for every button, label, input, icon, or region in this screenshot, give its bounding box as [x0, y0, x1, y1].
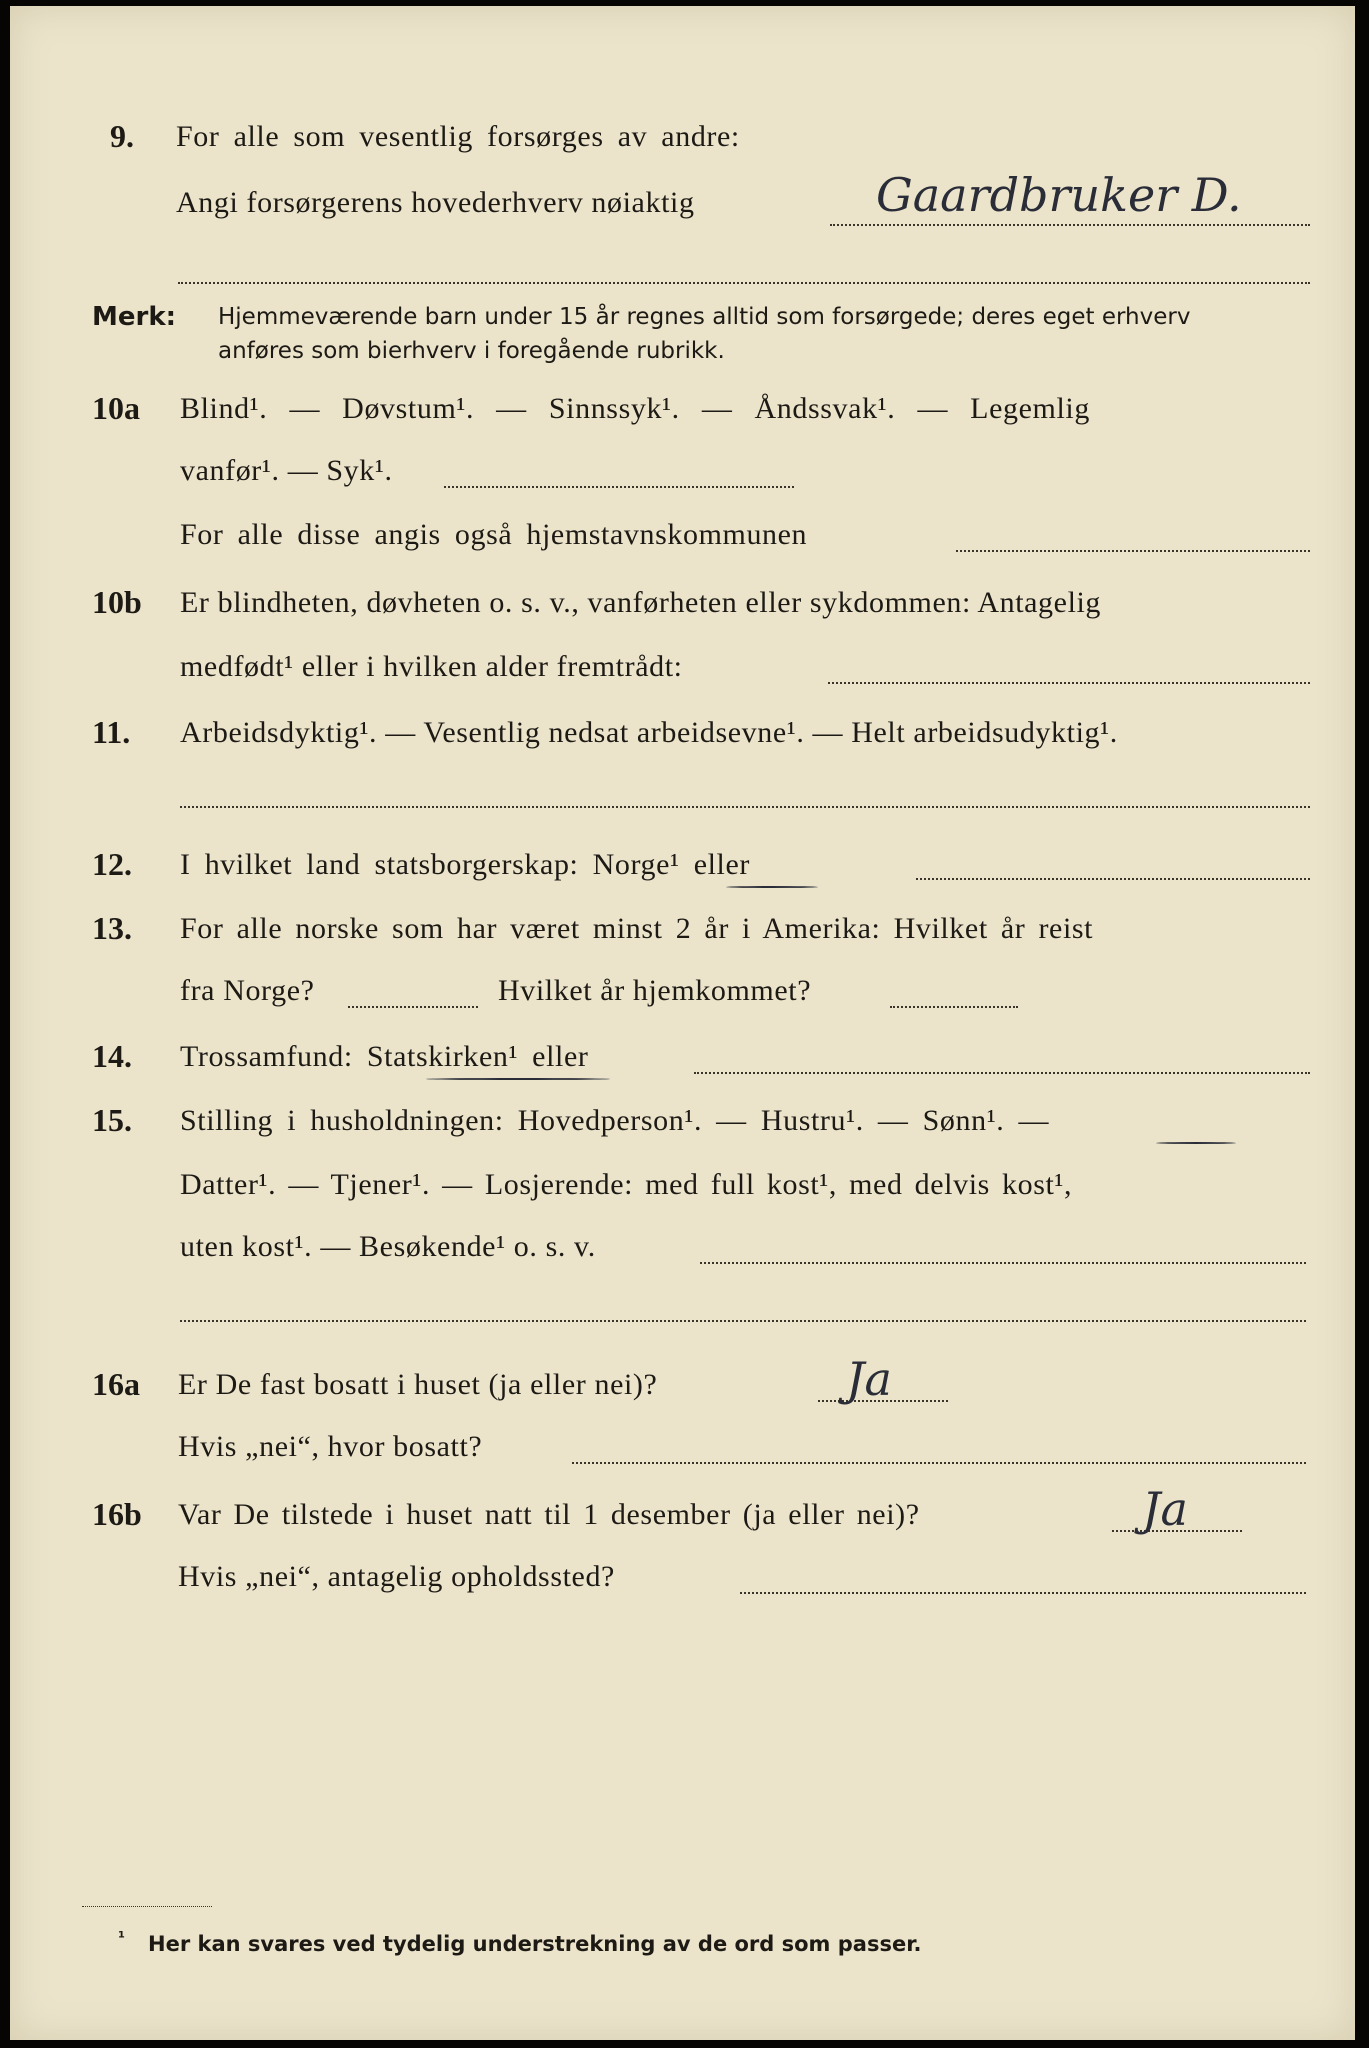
q10b-line1: Er blindheten, døvheten o. s. v., vanførheten eller sykdommen: Antagelig: [180, 586, 1102, 619]
q16a-line1: Er De fast bosatt i huset (ja eller nei)?: [178, 1368, 658, 1401]
q15-line1: Stilling i husholdningen: Hovedperson¹. — Hustru¹. — Sønn¹. —: [180, 1104, 1050, 1137]
q13-line2b: Hvilket år hjemkommet?: [498, 974, 812, 1007]
q15-number: 15.: [92, 1102, 132, 1138]
q10a-syk-line: [444, 486, 794, 488]
merk-line1: Hjemmeværende barn under 15 år regnes alltid som forsørgede; deres eget erhverv: [218, 304, 1191, 330]
q10b-line2: medfødt¹ eller i hvilken alder fremtrådt:: [180, 650, 683, 683]
q15-line2: Datter¹. — Tjener¹. — Losjerende: med full kost¹, med delvis kost¹,: [180, 1168, 1073, 1201]
q9-number: 9.: [110, 118, 134, 154]
footnote-text: Her kan svares ved tydelig understrekning av de ord som passer.: [148, 1932, 922, 1956]
q11-extra-line: [180, 806, 1310, 808]
q15-line3: uten kost¹. — Besøkende¹ o. s. v.: [180, 1230, 596, 1263]
q9-handwritten-answer: Gaardbruker D.: [876, 168, 1242, 222]
q13-hjemkommet-line: [890, 1006, 1018, 1008]
q15-extra-line: [180, 1320, 1306, 1322]
q10a-line2: vanfør¹. — Syk¹.: [180, 454, 393, 487]
q14-statskirken-underline: [426, 1078, 610, 1080]
q12-norge-underline: [726, 886, 818, 888]
q16a-bosatt-line: [572, 1462, 1306, 1464]
q14-number: 14.: [92, 1038, 132, 1074]
q9-answer-line: [830, 224, 1310, 226]
q16b-handwritten-answer: Ja: [1142, 1482, 1188, 1536]
census-form-page: [10, 6, 1355, 2040]
q9-line2: Angi forsørgerens hovederhverv nøiaktig: [176, 186, 695, 219]
q15-sonn-underline: [1156, 1142, 1236, 1144]
q16b-opholdssted-line: [740, 1592, 1306, 1594]
q14-line1: Trossamfund: Statskirken¹ eller: [180, 1040, 589, 1073]
q11-number: 11.: [92, 714, 131, 750]
q10b-number: 10b: [92, 584, 142, 620]
q12-answer-line: [916, 878, 1310, 880]
q9-extra-line: [178, 282, 1310, 284]
q16a-line2: Hvis „nei“, hvor bosatt?: [178, 1430, 483, 1463]
merk-label: Merk:: [92, 302, 177, 332]
q16a-handwritten-answer: Ja: [846, 1352, 892, 1406]
q10a-number: 10a: [92, 390, 140, 426]
q15-answer-line: [700, 1262, 1306, 1264]
q13-line2a: fra Norge?: [180, 974, 315, 1007]
q16a-number: 16a: [92, 1366, 140, 1402]
merk-line2: anføres som bierhverv i foregående rubrikk.: [218, 338, 725, 364]
footnote-separator: [82, 1906, 212, 1907]
q13-line1: For alle norske som har været minst 2 år i Amerika: Hvilket år reist: [180, 912, 1094, 945]
q10a-hjemstavn-line: [956, 550, 1310, 552]
footnote-marker: ¹: [118, 1928, 126, 1947]
q10a-line3: For alle disse angis også hjemstavnskommunen: [180, 518, 808, 551]
q9-line1: For alle som vesentlig forsørges av andre:: [176, 120, 740, 153]
q10b-answer-line: [828, 682, 1310, 684]
q16b-line1: Var De tilstede i huset natt til 1 desember (ja eller nei)?: [178, 1498, 920, 1531]
q16b-number: 16b: [92, 1496, 142, 1532]
q16b-line2: Hvis „nei“, antagelig opholdssted?: [178, 1560, 615, 1593]
q10a-line1: Blind¹. — Døvstum¹. — Sinnssyk¹. — Åndssvak¹. — Legemlig: [180, 392, 1090, 425]
q13-number: 13.: [92, 910, 132, 946]
q11-line1: Arbeidsdyktig¹. — Vesentlig nedsat arbeidsevne¹. — Helt arbeidsudyktig¹.: [180, 716, 1118, 749]
q13-reist-line: [348, 1006, 478, 1008]
q14-answer-line: [694, 1072, 1310, 1074]
q12-line1: I hvilket land statsborgerskap: Norge¹ eller: [180, 848, 750, 881]
q12-number: 12.: [92, 846, 132, 882]
